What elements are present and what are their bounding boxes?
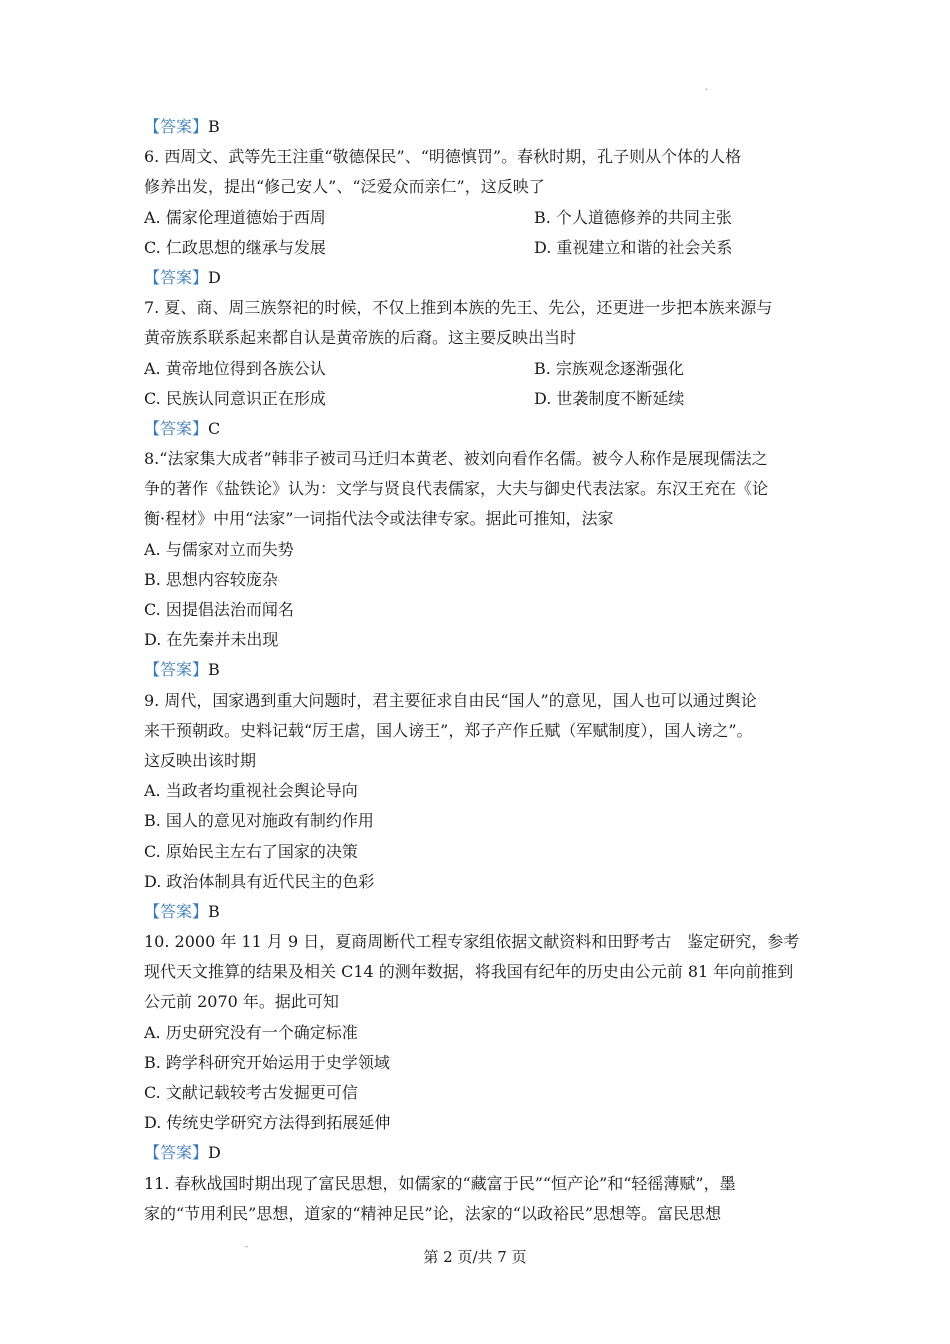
text-line: 8.“法家集大成者”韩非子被司马迁归本黄老、被刘向看作名儒。被今人称作是展现儒法之 — [144, 449, 768, 469]
text-line: 来干预朝政。史料记载“厉王虐，国人谤王”，郑子产作丘赋（军赋制度），国人谤之”。 — [144, 720, 753, 740]
text-line: B. 思想内容较庞杂 — [144, 569, 278, 589]
text-line: 9. 周代，国家遇到重大问题时，君主要征求自由民“国人”的意见，国人也可以通过舆论 — [144, 690, 757, 710]
option-text: D. 重视建立和谐的社会关系 — [534, 237, 733, 257]
option-row — [144, 384, 814, 414]
option-row — [144, 203, 814, 233]
answer-line — [144, 414, 814, 444]
text-line: D. 传统史学研究方法得到拓展延伸 — [144, 1113, 391, 1133]
text-line: 这反映出该时期 — [144, 750, 257, 770]
answer-label: 【答案】 — [144, 418, 209, 438]
text-line: A. 与儒家对立而失势 — [144, 539, 294, 559]
option-text: B. 个人道德修养的共同主张 — [534, 207, 732, 227]
document-body — [144, 112, 814, 1229]
text-line: 家的“节用利民”思想，道家的“精神足民”论，法家的“以政裕民”思想等。富民思想 — [144, 1203, 722, 1223]
text-line: D. 政治体制具有近代民主的色彩 — [144, 871, 375, 891]
answer-line — [144, 263, 814, 293]
answer-line — [144, 112, 814, 142]
answer-label: 【答案】 — [144, 660, 209, 680]
text-line: B. 国人的意见对施政有制约作用 — [144, 811, 374, 831]
option-row — [144, 354, 814, 384]
answer-value: B — [208, 901, 220, 921]
text-line: 现代天文推算的结果及相关 C14 的测年数据，将我国有纪年的历史由公元前 81 年向前推到 — [144, 962, 794, 982]
scan-mark: ˉ — [244, 1246, 249, 1257]
text-line: 公元前 2070 年。据此可知 — [144, 992, 339, 1012]
answer-value: D — [208, 1143, 221, 1163]
scan-mark: ˛ — [704, 80, 709, 91]
text-line: 10. 2000 年 11 月 9 日，夏商周断代工程专家组依据文献资料和田野考古 鉴定研究，参考 — [144, 932, 800, 952]
text-line: 修养出发，提出“修己安人”、“泛爱众而亲仁”，这反映了 — [144, 177, 545, 197]
answer-label: 【答案】 — [144, 267, 209, 287]
option-text: C. 民族认同意识正在形成 — [144, 388, 326, 408]
text-line: C. 原始民主左右了国家的决策 — [144, 841, 358, 861]
text-line: 11. 春秋战国时期出现了富民思想，如儒家的“藏富于民”“恒产论”和“轻徭薄赋”，墨 — [144, 1173, 736, 1193]
text-line: A. 历史研究没有一个确定标准 — [144, 1022, 358, 1042]
answer-label: 【答案】 — [144, 901, 209, 921]
text-line: 争的著作《盐铁论》认为：文学与贤良代表儒家，大夫与御史代表法家。东汉王充在《论 — [144, 479, 769, 499]
answer-label: 【答案】 — [144, 1143, 209, 1163]
text-line: B. 跨学科研究开始运用于史学领域 — [144, 1052, 390, 1072]
text-line: C. 文献记载较考古发掘更可信 — [144, 1083, 358, 1102]
option-text: A. 儒家伦理道德始于西周 — [144, 207, 326, 227]
option-text: C. 仁政思想的继承与发展 — [144, 237, 326, 257]
text-line: C. 因提倡法治而闻名 — [144, 600, 294, 619]
answer-label: 【答案】 — [144, 117, 209, 136]
answer-line — [144, 897, 814, 927]
answer-value: B — [208, 117, 220, 136]
text-line: 7. 夏、商、周三族祭祀的时候，不仅上推到本族的先王、先公，还更进一步把本族来源与 — [144, 298, 773, 318]
page-footer: 第 2 页/共 7 页 — [423, 1248, 527, 1266]
option-text: A. 黄帝地位得到各族公认 — [144, 358, 326, 378]
option-text: B. 宗族观念逐渐强化 — [534, 358, 684, 378]
answer-value: D — [208, 267, 221, 287]
answer-value: C — [208, 418, 221, 438]
text-line: 黄帝族系联系起来都自认是黄帝族的后裔。这主要反映出当时 — [144, 328, 577, 348]
text-line: 衡·程材》中用“法家”一词指代法令或法律专家。据此可推知，法家 — [144, 509, 614, 529]
text-line: 6. 西周文、武等先王注重“敬德保民”、“明德慎罚”。春秋时期，孔子则从个体的人格 — [144, 147, 742, 167]
answer-line — [144, 1138, 814, 1168]
option-row — [144, 233, 814, 263]
text-line: D. 在先秦并未出现 — [144, 630, 279, 650]
answer-value: B — [208, 660, 220, 680]
answer-line — [144, 655, 814, 685]
option-text: D. 世袭制度不断延续 — [534, 388, 685, 408]
text-line: A. 当政者均重视社会舆论导向 — [144, 781, 358, 801]
